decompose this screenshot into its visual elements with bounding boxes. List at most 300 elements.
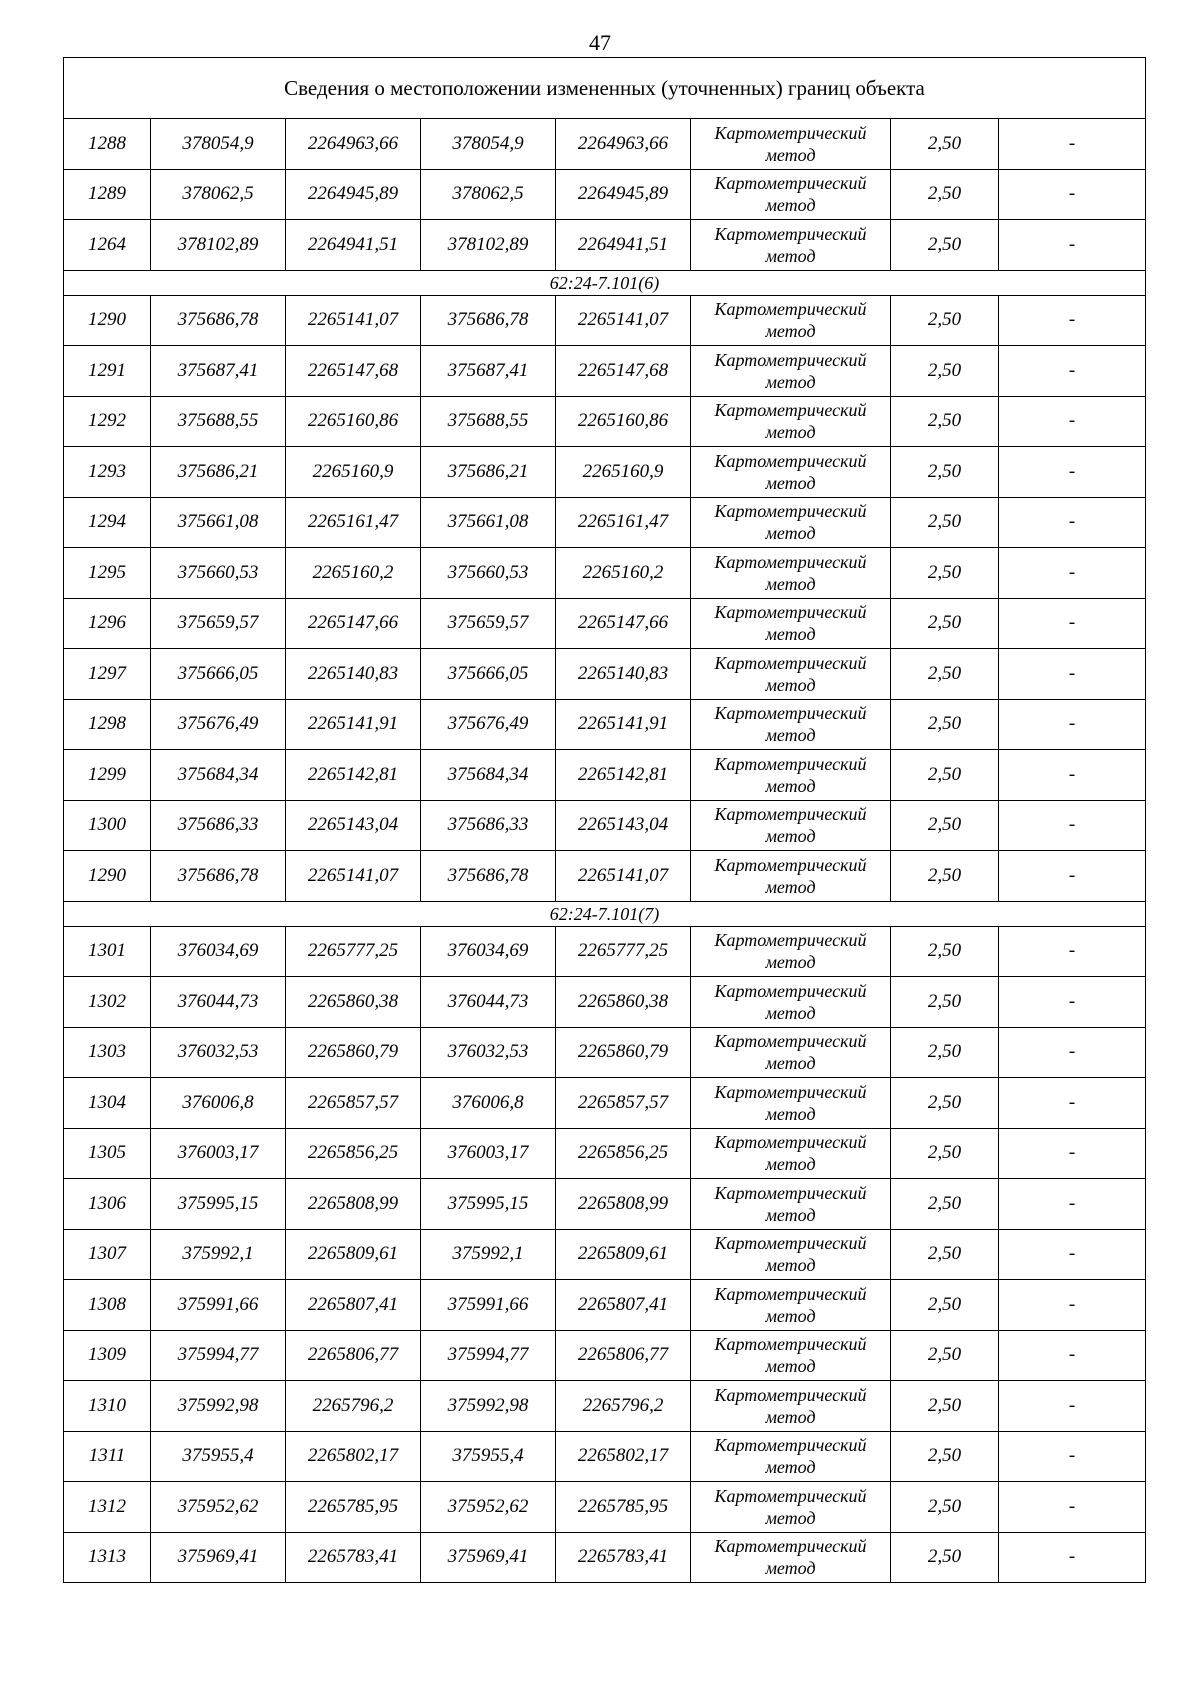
method-line-2: метод xyxy=(765,725,816,746)
table-row xyxy=(64,1078,1146,1129)
x-new-cell: 378062,5 xyxy=(421,169,556,220)
method-cell xyxy=(691,1280,891,1331)
accuracy-cell: 2,50 xyxy=(891,1027,999,1078)
accuracy-cell: 2,50 xyxy=(891,926,999,977)
section-header-row xyxy=(64,270,1146,295)
x-old-cell: 375992,98 xyxy=(151,1381,286,1432)
accuracy-cell: 2,50 xyxy=(891,750,999,801)
point-number-cell: 1290 xyxy=(64,851,151,902)
page-number: 47 xyxy=(589,30,611,55)
point-number-cell: 1310 xyxy=(64,1381,151,1432)
y-old-cell: 2265141,07 xyxy=(286,295,421,346)
note-cell: - xyxy=(999,977,1146,1028)
method-line-2: метод xyxy=(765,775,816,796)
table-row xyxy=(64,1280,1146,1331)
point-number-cell: 1264 xyxy=(64,220,151,271)
table-row xyxy=(64,1229,1146,1280)
y-new-cell: 2265857,57 xyxy=(556,1078,691,1129)
y-old-cell: 2265806,77 xyxy=(286,1330,421,1381)
point-number-cell: 1311 xyxy=(64,1431,151,1482)
y-new-cell: 2265802,17 xyxy=(556,1431,691,1482)
note-cell: - xyxy=(999,1330,1146,1381)
method-line-1: Картометрический xyxy=(714,1283,867,1304)
y-new-cell: 2264963,66 xyxy=(556,119,691,170)
x-new-cell: 376003,17 xyxy=(421,1128,556,1179)
y-old-cell: 2265807,41 xyxy=(286,1280,421,1331)
method-line-2: метод xyxy=(765,876,816,897)
accuracy-cell: 2,50 xyxy=(891,699,999,750)
method-cell xyxy=(691,851,891,902)
y-old-cell: 2264963,66 xyxy=(286,119,421,170)
method-cell xyxy=(691,977,891,1028)
y-old-cell: 2265142,81 xyxy=(286,750,421,801)
method-line-1: Картометрический xyxy=(714,602,867,623)
point-number-cell: 1294 xyxy=(64,497,151,548)
y-new-cell: 2265160,9 xyxy=(556,447,691,498)
x-old-cell: 375686,78 xyxy=(151,851,286,902)
point-number-cell: 1302 xyxy=(64,977,151,1028)
method-cell xyxy=(691,800,891,851)
x-old-cell: 375992,1 xyxy=(151,1229,286,1280)
method-cell xyxy=(691,1532,891,1583)
method-line-1: Картометрический xyxy=(714,122,867,143)
section-label: 62:24-7.101(7) xyxy=(64,901,1146,926)
accuracy-cell: 2,50 xyxy=(891,497,999,548)
x-old-cell: 375991,66 xyxy=(151,1280,286,1331)
point-number-cell: 1295 xyxy=(64,548,151,599)
method-cell xyxy=(691,220,891,271)
y-new-cell: 2265807,41 xyxy=(556,1280,691,1331)
y-new-cell: 2265806,77 xyxy=(556,1330,691,1381)
x-old-cell: 375955,4 xyxy=(151,1431,286,1482)
y-new-cell: 2265809,61 xyxy=(556,1229,691,1280)
y-old-cell: 2265140,83 xyxy=(286,649,421,700)
note-cell: - xyxy=(999,1179,1146,1230)
section-label: 62:24-7.101(6) xyxy=(64,270,1146,295)
x-old-cell: 376034,69 xyxy=(151,926,286,977)
point-number-cell: 1298 xyxy=(64,699,151,750)
x-old-cell: 375661,08 xyxy=(151,497,286,548)
point-number-cell: 1313 xyxy=(64,1532,151,1583)
method-cell xyxy=(691,447,891,498)
method-line-2: метод xyxy=(765,1103,816,1124)
method-line-1: Картометрический xyxy=(714,501,867,522)
y-old-cell: 2265860,79 xyxy=(286,1027,421,1078)
table-row xyxy=(64,750,1146,801)
method-cell xyxy=(691,169,891,220)
y-new-cell: 2265141,07 xyxy=(556,295,691,346)
point-number-cell: 1288 xyxy=(64,119,151,170)
method-line-1: Картометрический xyxy=(714,1081,867,1102)
accuracy-cell: 2,50 xyxy=(891,1482,999,1533)
method-line-2: метод xyxy=(765,321,816,342)
method-line-1: Картометрический xyxy=(714,804,867,825)
method-line-2: метод xyxy=(765,1154,816,1175)
note-cell: - xyxy=(999,119,1146,170)
accuracy-cell: 2,50 xyxy=(891,396,999,447)
note-cell: - xyxy=(999,851,1146,902)
y-old-cell: 2265808,99 xyxy=(286,1179,421,1230)
point-number-cell: 1305 xyxy=(64,1128,151,1179)
x-old-cell: 375969,41 xyxy=(151,1532,286,1583)
method-cell xyxy=(691,649,891,700)
y-new-cell: 2265856,25 xyxy=(556,1128,691,1179)
accuracy-cell: 2,50 xyxy=(891,1431,999,1482)
accuracy-cell: 2,50 xyxy=(891,1381,999,1432)
x-new-cell: 376034,69 xyxy=(421,926,556,977)
method-line-1: Картометрический xyxy=(714,1132,867,1153)
table-row xyxy=(64,1027,1146,1078)
method-line-2: метод xyxy=(765,1002,816,1023)
note-cell: - xyxy=(999,1128,1146,1179)
point-number-cell: 1289 xyxy=(64,169,151,220)
point-number-cell: 1293 xyxy=(64,447,151,498)
table-title: Сведения о местоположении измененных (уточненных) границ объекта xyxy=(64,58,1146,119)
point-number-cell: 1304 xyxy=(64,1078,151,1129)
x-old-cell: 375952,62 xyxy=(151,1482,286,1533)
y-old-cell: 2265785,95 xyxy=(286,1482,421,1533)
x-new-cell: 375676,49 xyxy=(421,699,556,750)
y-new-cell: 2265783,41 xyxy=(556,1532,691,1583)
y-new-cell: 2265160,2 xyxy=(556,548,691,599)
x-new-cell: 375992,1 xyxy=(421,1229,556,1280)
table-row xyxy=(64,977,1146,1028)
point-number-cell: 1301 xyxy=(64,926,151,977)
method-line-2: метод xyxy=(765,952,816,973)
accuracy-cell: 2,50 xyxy=(891,1179,999,1230)
table-row xyxy=(64,295,1146,346)
note-cell: - xyxy=(999,926,1146,977)
note-cell: - xyxy=(999,447,1146,498)
method-line-2: метод xyxy=(765,1356,816,1377)
y-new-cell: 2265141,91 xyxy=(556,699,691,750)
y-new-cell: 2264941,51 xyxy=(556,220,691,271)
point-number-cell: 1308 xyxy=(64,1280,151,1331)
method-cell xyxy=(691,1078,891,1129)
table-row xyxy=(64,346,1146,397)
method-line-1: Картометрический xyxy=(714,349,867,370)
y-old-cell: 2265161,47 xyxy=(286,497,421,548)
method-cell xyxy=(691,699,891,750)
method-line-2: метод xyxy=(765,144,816,165)
note-cell: - xyxy=(999,1482,1146,1533)
x-old-cell: 378102,89 xyxy=(151,220,286,271)
y-new-cell: 2265142,81 xyxy=(556,750,691,801)
y-old-cell: 2264945,89 xyxy=(286,169,421,220)
accuracy-cell: 2,50 xyxy=(891,1078,999,1129)
y-old-cell: 2265141,07 xyxy=(286,851,421,902)
y-new-cell: 2265785,95 xyxy=(556,1482,691,1533)
x-new-cell: 375995,15 xyxy=(421,1179,556,1230)
y-new-cell: 2265860,79 xyxy=(556,1027,691,1078)
note-cell: - xyxy=(999,1280,1146,1331)
table-row xyxy=(64,598,1146,649)
x-new-cell: 375992,98 xyxy=(421,1381,556,1432)
table-row xyxy=(64,447,1146,498)
method-line-2: метод xyxy=(765,1558,816,1579)
y-old-cell: 2265141,91 xyxy=(286,699,421,750)
y-new-cell: 2264945,89 xyxy=(556,169,691,220)
x-new-cell: 375686,78 xyxy=(421,295,556,346)
method-cell xyxy=(691,598,891,649)
y-new-cell: 2265777,25 xyxy=(556,926,691,977)
accuracy-cell: 2,50 xyxy=(891,1532,999,1583)
x-new-cell: 375661,08 xyxy=(421,497,556,548)
note-cell: - xyxy=(999,220,1146,271)
table-row xyxy=(64,220,1146,271)
y-old-cell: 2265809,61 xyxy=(286,1229,421,1280)
method-cell xyxy=(691,1431,891,1482)
point-number-cell: 1300 xyxy=(64,800,151,851)
method-cell xyxy=(691,1229,891,1280)
x-old-cell: 375995,15 xyxy=(151,1179,286,1230)
method-line-2: метод xyxy=(765,1204,816,1225)
point-number-cell: 1291 xyxy=(64,346,151,397)
x-old-cell: 375994,77 xyxy=(151,1330,286,1381)
table-body xyxy=(64,58,1146,1583)
x-old-cell: 375688,55 xyxy=(151,396,286,447)
y-new-cell: 2265796,2 xyxy=(556,1381,691,1432)
method-line-2: метод xyxy=(765,371,816,392)
y-old-cell: 2265160,86 xyxy=(286,396,421,447)
x-old-cell: 376003,17 xyxy=(151,1128,286,1179)
point-number-cell: 1309 xyxy=(64,1330,151,1381)
method-line-2: метод xyxy=(765,624,816,645)
method-line-2: метод xyxy=(765,422,816,443)
point-number-cell: 1292 xyxy=(64,396,151,447)
accuracy-cell: 2,50 xyxy=(891,548,999,599)
point-number-cell: 1312 xyxy=(64,1482,151,1533)
table-title-row xyxy=(64,58,1146,119)
x-old-cell: 376044,73 xyxy=(151,977,286,1028)
table-row xyxy=(64,649,1146,700)
y-new-cell: 2265147,66 xyxy=(556,598,691,649)
accuracy-cell: 2,50 xyxy=(891,1280,999,1331)
method-cell xyxy=(691,1381,891,1432)
x-new-cell: 375660,53 xyxy=(421,548,556,599)
note-cell: - xyxy=(999,1381,1146,1432)
accuracy-cell: 2,50 xyxy=(891,977,999,1028)
x-old-cell: 375686,33 xyxy=(151,800,286,851)
method-line-1: Картометрический xyxy=(714,551,867,572)
note-cell: - xyxy=(999,1078,1146,1129)
method-cell xyxy=(691,1128,891,1179)
x-new-cell: 375952,62 xyxy=(421,1482,556,1533)
method-line-1: Картометрический xyxy=(714,1485,867,1506)
note-cell: - xyxy=(999,1532,1146,1583)
y-old-cell: 2265147,68 xyxy=(286,346,421,397)
method-line-2: метод xyxy=(765,1507,816,1528)
point-number-cell: 1299 xyxy=(64,750,151,801)
x-old-cell: 378062,5 xyxy=(151,169,286,220)
table-row xyxy=(64,119,1146,170)
y-old-cell: 2265143,04 xyxy=(286,800,421,851)
note-cell: - xyxy=(999,800,1146,851)
note-cell: - xyxy=(999,649,1146,700)
method-line-1: Картометрический xyxy=(714,703,867,724)
method-line-1: Картометрический xyxy=(714,1334,867,1355)
y-new-cell: 2265860,38 xyxy=(556,977,691,1028)
note-cell: - xyxy=(999,598,1146,649)
section-header-row xyxy=(64,901,1146,926)
point-number-cell: 1307 xyxy=(64,1229,151,1280)
table-row xyxy=(64,497,1146,548)
x-old-cell: 375660,53 xyxy=(151,548,286,599)
method-cell xyxy=(691,119,891,170)
point-number-cell: 1290 xyxy=(64,295,151,346)
y-new-cell: 2265160,86 xyxy=(556,396,691,447)
table-row xyxy=(64,1482,1146,1533)
accuracy-cell: 2,50 xyxy=(891,169,999,220)
table-row xyxy=(64,1431,1146,1482)
method-line-1: Картометрический xyxy=(714,854,867,875)
method-line-1: Картометрический xyxy=(714,980,867,1001)
table-row xyxy=(64,926,1146,977)
method-line-2: метод xyxy=(765,1255,816,1276)
method-cell xyxy=(691,295,891,346)
note-cell: - xyxy=(999,699,1146,750)
method-line-2: метод xyxy=(765,195,816,216)
method-line-1: Картометрический xyxy=(714,173,867,194)
y-new-cell: 2265808,99 xyxy=(556,1179,691,1230)
point-number-cell: 1303 xyxy=(64,1027,151,1078)
x-old-cell: 375687,41 xyxy=(151,346,286,397)
y-old-cell: 2265777,25 xyxy=(286,926,421,977)
method-line-2: метод xyxy=(765,523,816,544)
accuracy-cell: 2,50 xyxy=(891,1128,999,1179)
note-cell: - xyxy=(999,497,1146,548)
x-old-cell: 375686,21 xyxy=(151,447,286,498)
method-line-1: Картометрический xyxy=(714,1031,867,1052)
method-cell xyxy=(691,396,891,447)
note-cell: - xyxy=(999,396,1146,447)
method-cell xyxy=(691,1482,891,1533)
y-old-cell: 2264941,51 xyxy=(286,220,421,271)
method-line-2: метод xyxy=(765,674,816,695)
x-new-cell: 376006,8 xyxy=(421,1078,556,1129)
accuracy-cell: 2,50 xyxy=(891,295,999,346)
accuracy-cell: 2,50 xyxy=(891,649,999,700)
y-old-cell: 2265856,25 xyxy=(286,1128,421,1179)
method-line-1: Картометрический xyxy=(714,1182,867,1203)
y-old-cell: 2265160,9 xyxy=(286,447,421,498)
note-cell: - xyxy=(999,1027,1146,1078)
table-row xyxy=(64,548,1146,599)
point-number-cell: 1306 xyxy=(64,1179,151,1230)
accuracy-cell: 2,50 xyxy=(891,119,999,170)
y-old-cell: 2265783,41 xyxy=(286,1532,421,1583)
table-row xyxy=(64,800,1146,851)
x-new-cell: 375684,34 xyxy=(421,750,556,801)
y-new-cell: 2265141,07 xyxy=(556,851,691,902)
accuracy-cell: 2,50 xyxy=(891,851,999,902)
y-new-cell: 2265147,68 xyxy=(556,346,691,397)
table-row xyxy=(64,851,1146,902)
x-old-cell: 375666,05 xyxy=(151,649,286,700)
method-cell xyxy=(691,497,891,548)
accuracy-cell: 2,50 xyxy=(891,1330,999,1381)
table-row xyxy=(64,1179,1146,1230)
y-old-cell: 2265796,2 xyxy=(286,1381,421,1432)
x-old-cell: 375676,49 xyxy=(151,699,286,750)
x-old-cell: 375686,78 xyxy=(151,295,286,346)
y-new-cell: 2265140,83 xyxy=(556,649,691,700)
x-new-cell: 375687,41 xyxy=(421,346,556,397)
method-line-2: метод xyxy=(765,1406,816,1427)
method-cell xyxy=(691,926,891,977)
method-cell xyxy=(691,346,891,397)
note-cell: - xyxy=(999,548,1146,599)
method-line-1: Картометрический xyxy=(714,299,867,320)
note-cell: - xyxy=(999,169,1146,220)
x-new-cell: 375686,78 xyxy=(421,851,556,902)
method-cell xyxy=(691,1179,891,1230)
x-new-cell: 375666,05 xyxy=(421,649,556,700)
x-old-cell: 375659,57 xyxy=(151,598,286,649)
note-cell: - xyxy=(999,1431,1146,1482)
table-row xyxy=(64,169,1146,220)
method-line-2: метод xyxy=(765,1457,816,1478)
table-row xyxy=(64,1381,1146,1432)
y-old-cell: 2265147,66 xyxy=(286,598,421,649)
y-old-cell: 2265160,2 xyxy=(286,548,421,599)
point-number-cell: 1296 xyxy=(64,598,151,649)
x-new-cell: 376032,53 xyxy=(421,1027,556,1078)
method-cell xyxy=(691,548,891,599)
x-new-cell: 375994,77 xyxy=(421,1330,556,1381)
method-line-2: метод xyxy=(765,573,816,594)
y-old-cell: 2265802,17 xyxy=(286,1431,421,1482)
accuracy-cell: 2,50 xyxy=(891,1229,999,1280)
x-old-cell: 376032,53 xyxy=(151,1027,286,1078)
x-new-cell: 375686,33 xyxy=(421,800,556,851)
method-line-1: Картометрический xyxy=(714,753,867,774)
method-cell xyxy=(691,1330,891,1381)
accuracy-cell: 2,50 xyxy=(891,220,999,271)
accuracy-cell: 2,50 xyxy=(891,346,999,397)
method-line-2: метод xyxy=(765,472,816,493)
accuracy-cell: 2,50 xyxy=(891,447,999,498)
point-number-cell: 1297 xyxy=(64,649,151,700)
x-new-cell: 378054,9 xyxy=(421,119,556,170)
note-cell: - xyxy=(999,295,1146,346)
note-cell: - xyxy=(999,346,1146,397)
x-new-cell: 375969,41 xyxy=(421,1532,556,1583)
y-old-cell: 2265860,38 xyxy=(286,977,421,1028)
method-line-2: метод xyxy=(765,245,816,266)
method-line-2: метод xyxy=(765,1053,816,1074)
method-line-1: Картометрический xyxy=(714,400,867,421)
table-row xyxy=(64,1128,1146,1179)
method-line-2: метод xyxy=(765,1305,816,1326)
y-old-cell: 2265857,57 xyxy=(286,1078,421,1129)
accuracy-cell: 2,50 xyxy=(891,598,999,649)
method-line-1: Картометрический xyxy=(714,1536,867,1557)
method-line-1: Картометрический xyxy=(714,1233,867,1254)
table-row xyxy=(64,1532,1146,1583)
x-new-cell: 375686,21 xyxy=(421,447,556,498)
x-old-cell: 376006,8 xyxy=(151,1078,286,1129)
x-old-cell: 378054,9 xyxy=(151,119,286,170)
x-new-cell: 375688,55 xyxy=(421,396,556,447)
note-cell: - xyxy=(999,1229,1146,1280)
table-row xyxy=(64,699,1146,750)
table-row xyxy=(64,396,1146,447)
accuracy-cell: 2,50 xyxy=(891,800,999,851)
table-row xyxy=(64,1330,1146,1381)
note-cell: - xyxy=(999,750,1146,801)
method-line-2: метод xyxy=(765,826,816,847)
